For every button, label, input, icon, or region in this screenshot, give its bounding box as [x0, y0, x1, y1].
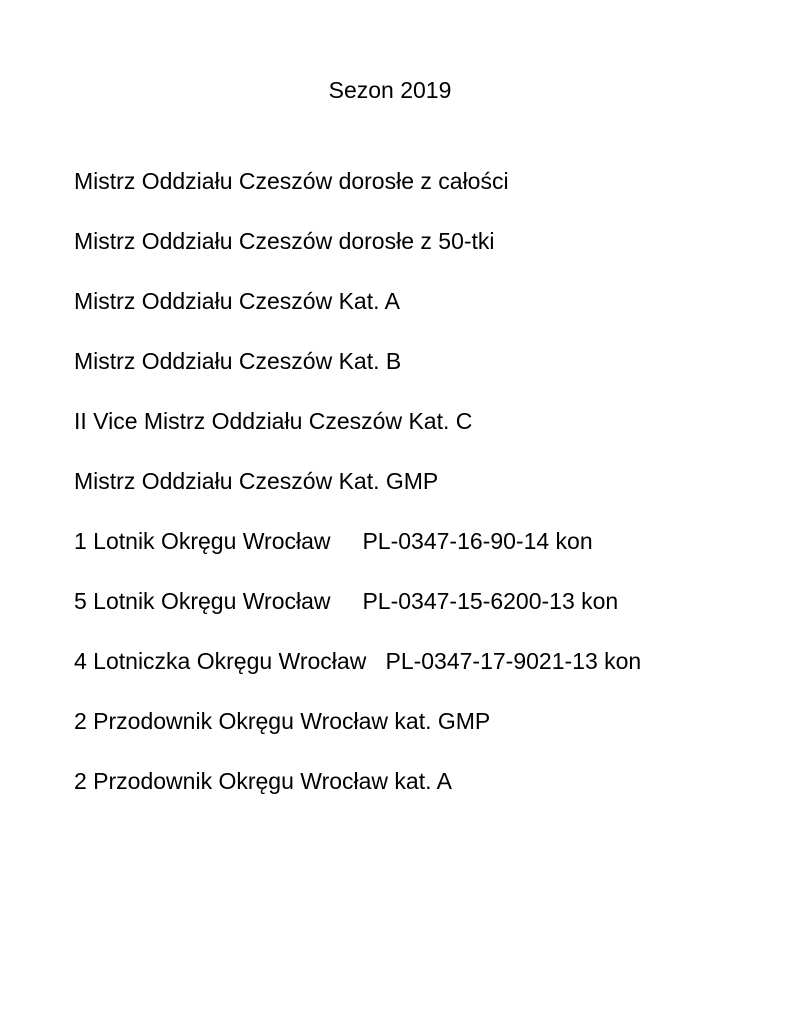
list-item: Mistrz Oddziału Czeszów dorosłe z 50-tki: [74, 228, 495, 254]
list-item: II Vice Mistrz Oddziału Czeszów Kat. C: [74, 408, 473, 434]
list-item: Mistrz Oddziału Czeszów Kat. GMP: [74, 468, 439, 494]
list-item: 5 Lotnik Okręgu Wrocław PL-0347-15-6200-13 kon: [74, 588, 619, 614]
list-item: Mistrz Oddziału Czeszów Kat. B: [74, 348, 402, 374]
list-item: 4 Lotniczka Okręgu Wrocław PL-0347-17-9021-13 kon: [74, 648, 642, 674]
achievements-list: [74, 166, 774, 826]
list-item: 1 Lotnik Okręgu Wrocław PL-0347-16-90-14 kon: [74, 528, 593, 554]
page-title: Sezon 2019: [328, 77, 452, 103]
list-item: Mistrz Oddziału Czeszów dorosłe z całości: [74, 168, 509, 194]
list-item: Mistrz Oddziału Czeszów Kat. A: [74, 288, 400, 314]
list-item: 2 Przodownik Okręgu Wrocław kat. GMP: [74, 708, 491, 734]
list-item: 2 Przodownik Okręgu Wrocław kat. A: [74, 768, 452, 794]
